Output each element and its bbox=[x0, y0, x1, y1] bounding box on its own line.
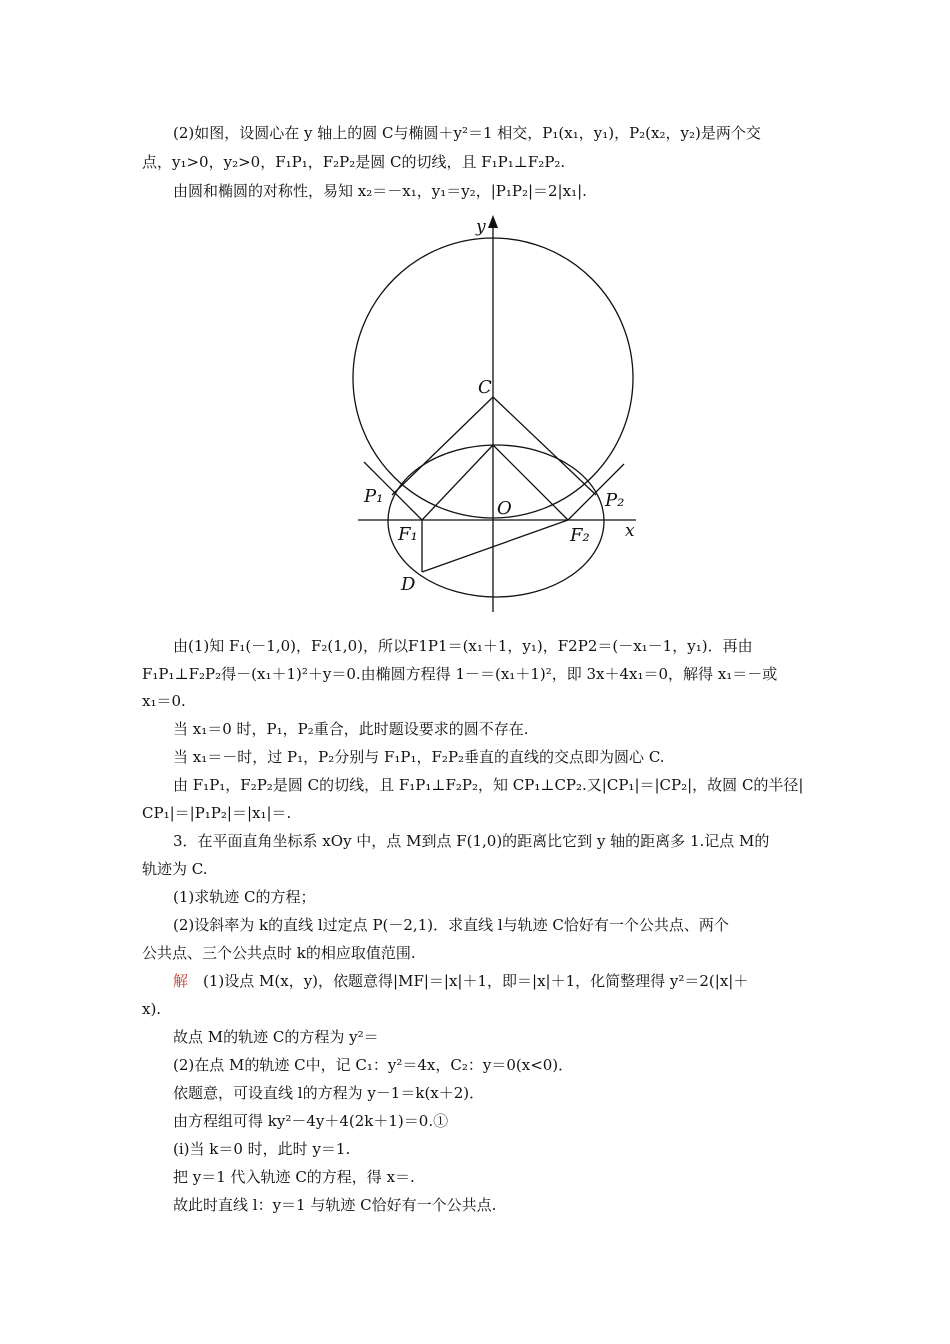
label-p1: P₁ bbox=[364, 486, 384, 507]
text-line: 3．在平面直角坐标系 xOy 中，点 M到点 F(1,0)的距离比它到 y 轴的距离多 1.记点 M的 bbox=[173, 832, 770, 850]
text-line: 由 F₁P₁，F₂P₂是圆 C的切线，且 F₁P₁⊥F₂P₂，知 CP₁⊥CP₂.又|CP₁|＝|CP₂|，故圆 C的半径| bbox=[173, 776, 804, 794]
text-line: CP₁|＝|P₁P₂|＝|x₁|＝. bbox=[142, 804, 292, 822]
label-o: O bbox=[497, 498, 512, 519]
y-axis-arrow bbox=[488, 215, 498, 228]
text-line: 公共点、三个公共点时 k的相应取值范围. bbox=[142, 944, 416, 962]
segment-df2 bbox=[422, 520, 568, 572]
label-d: D bbox=[401, 574, 416, 595]
text-line: F₁P₁⊥F₂P₂得－(x₁＋1)²＋y＝0.由椭圆方程得 1－＝(x₁＋1)²，即 3x＋4x₁＝0，解得 x₁＝－或 bbox=[142, 665, 778, 683]
label-c: C bbox=[478, 377, 492, 398]
solution-text: (1)设点 M(x，y)，依题意得|MF|＝|x|＋1，即＝|x|＋1，化简整理得 y²＝2(|x|＋ bbox=[188, 972, 749, 990]
text-line: (2)在点 M的轨迹 C中，记 C₁：y²＝4x，C₂：y＝0(x<0)． bbox=[173, 1056, 574, 1074]
text-line: 把 y＝1 代入轨迹 C的方程，得 x＝. bbox=[173, 1168, 415, 1186]
label-f2: F₂ bbox=[570, 525, 590, 546]
label-p2: P₂ bbox=[605, 490, 625, 511]
text-line: x). bbox=[142, 1000, 162, 1018]
solution-label: 解 bbox=[173, 972, 189, 990]
text-line: 由(1)知 F₁(－1,0)，F₂(1,0)，所以F1P1＝(x₁＋1，y₁)，F2P2＝(－x₁－1，y₁)．再由 bbox=[173, 637, 753, 655]
text-line: 由圆和椭圆的对称性，易知 x₂＝－x₁，y₁＝y₂，|P₁P₂|＝2|x₁|. bbox=[173, 182, 587, 200]
text-line: 故点 M的轨迹 C的方程为 y²＝ bbox=[173, 1028, 379, 1046]
text-line bbox=[173, 971, 853, 991]
text-line: 轨迹为 C. bbox=[142, 860, 208, 878]
label-x: x bbox=[625, 521, 635, 541]
text-line: 当 x₁＝0 时，P₁，P₂重合，此时题设要求的圆不存在. bbox=[173, 720, 529, 738]
text-line: 故此时直线 l：y＝1 与轨迹 C恰好有一个公共点. bbox=[173, 1196, 497, 1214]
text-line: (1)求轨迹 C的方程； bbox=[173, 888, 316, 906]
text-line: 依题意，可设直线 l的方程为 y－1＝k(x＋2)． bbox=[173, 1084, 485, 1102]
label-f1: F₁ bbox=[398, 524, 418, 545]
text-line: 点，y₁>0，y₂>0，F₁P₁，F₂P₂是圆 C的切线，且 F₁P₁⊥F₂P₂. bbox=[142, 153, 566, 171]
text-line: (ⅰ)当 k＝0 时，此时 y＝1. bbox=[173, 1140, 351, 1158]
text-line: 当 x₁＝－时，过 P₁，P₂分别与 F₁P₁，F₂P₂垂直的直线的交点即为圆心 C. bbox=[173, 748, 665, 766]
label-y: y bbox=[476, 217, 486, 237]
text-line: (2)设斜率为 k的直线 l过定点 P(－2,1)．求直线 l与轨迹 C恰好有一个公共点、两个 bbox=[173, 916, 729, 934]
text-line: x₁＝0. bbox=[142, 692, 186, 710]
text-line: 由方程组可得 ky²－4y＋4(2k＋1)＝0.① bbox=[173, 1112, 449, 1130]
text-line: (2)如图，设圆心在 y 轴上的圆 C与椭圆＋y²＝1 相交，P₁(x₁，y₁)，P₂(x₂，y₂)是两个交 bbox=[173, 124, 761, 142]
